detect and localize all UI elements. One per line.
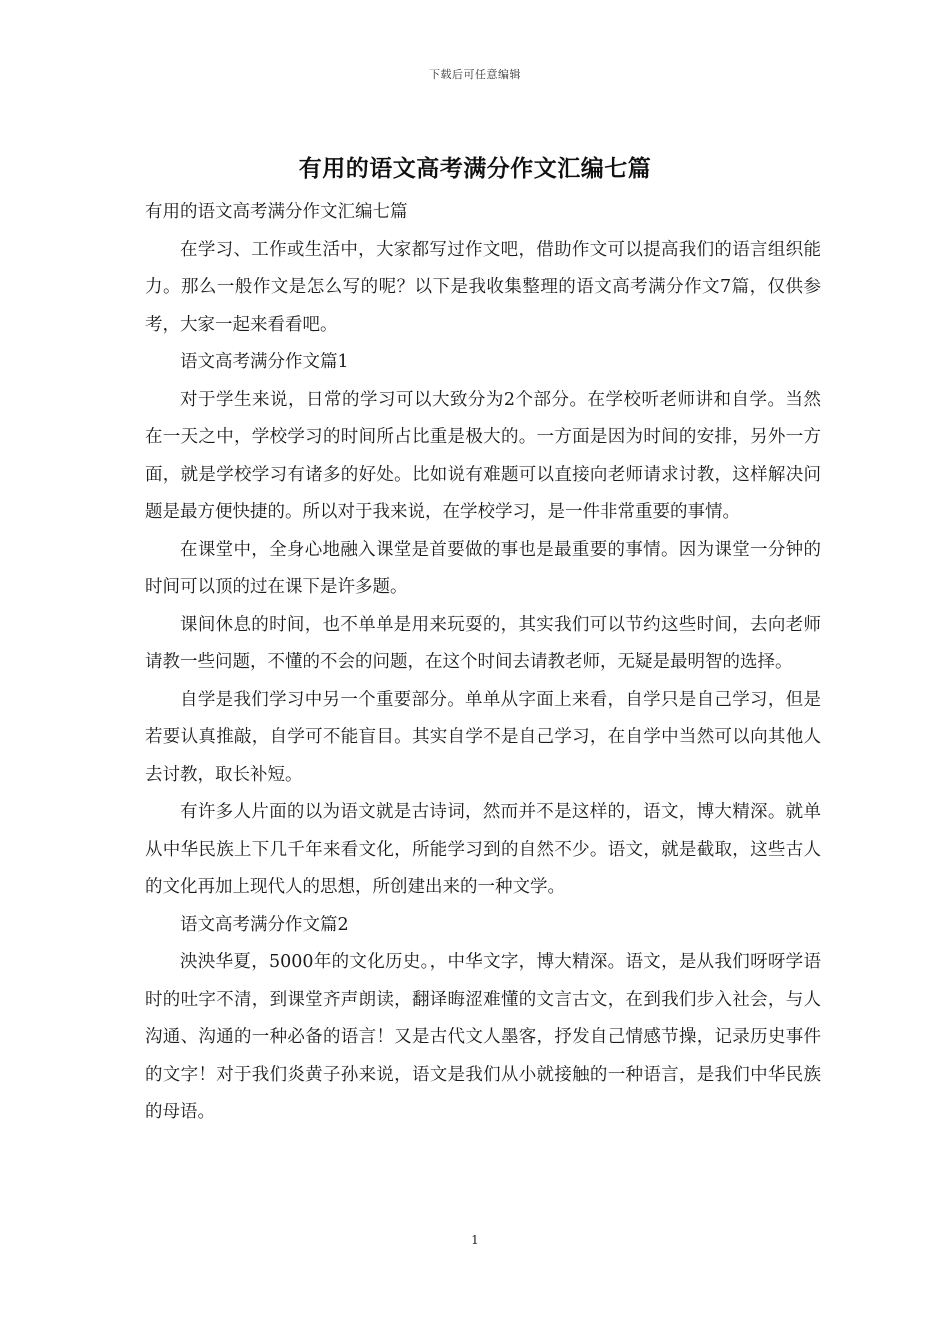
document-title: 有用的语文高考满分作文汇编七篇 (298, 155, 652, 182)
section-heading-essay-2: 语文高考满分作文篇2 (180, 914, 349, 935)
paragraph: 课间休息的时间，也不单单是用来玩耍的，其实我们可以节约这些时间，去向老师请教一些问题，不懂的不会的问题，在这个时间去请教老师，无疑是最明智的选择。 (145, 614, 821, 672)
paragraph: 自学是我们学习中另一个重要部分。单单从字面上来看，自学只是自己学习，但是若要认真推敲，自学可不能盲目。其实自学不是自己学习，在自学中当然可以向其他人去讨教，取长补短。 (145, 689, 821, 785)
section-heading-essay-1: 语文高考满分作文篇1 (180, 352, 349, 372)
paragraph: 泱泱华夏，5000年的文化历史。，中华文字，博大精深。语文，是从我们呀呀学语时的吐字不清，到课堂齐声朗读，翻译晦涩难懂的文言古文，在到我们步入社会，与人沟通、沟通的一种必备的语言！又是古代文人墨客，抒发自己情感节操，记录历史事件的文字！对于我们炎黄子孙来说，语文是我们从小就接触的一种语言，是我们中华民族的母语。 (145, 952, 821, 1122)
paragraph-intro: 在学习、工作或生活中，大家都写过作文吧，借助作文可以提高我们的语言组织能力。那么一般作文是怎么写的呢？以下是我收集整理的语文高考满分作文7篇，仅供参考，大家一起来看看吧。 (145, 239, 821, 335)
paragraph: 有许多人片面的以为语文就是古诗词，然而并不是这样的，语文，博大精深。就单从中华民族上下几千年来看文化，所能学习到的自然不少。语文，就是截取，这些古人的文化再加上现代人的思想，所创建出来的一种文学。 (145, 802, 821, 897)
document-body (145, 194, 821, 1132)
document-subtitle: 有用的语文高考满分作文汇编七篇 (145, 202, 408, 222)
paragraph: 对于学生来说，日常的学习可以大致分为2个部分。在学校听老师讲和自学。当然在一天之中，学校学习的时间所占比重是极大的。一方面是因为时间的安排，另外一方面，就是学校学习有诸多的好处。比如说有难题可以直接向老师请求讨教，这样解决问题是最方便快捷的。所以对于我来说，在学校学习，是一件非常重要的事情。 (145, 389, 821, 522)
paragraph: 在课堂中，全身心地融入课堂是首要做的事也是最重要的事情。因为课堂一分钟的时间可以顶的过在课下是许多题。 (145, 539, 821, 597)
page-number: 1 (471, 1233, 479, 1247)
header-note: 下载后可任意编辑 (429, 68, 521, 81)
